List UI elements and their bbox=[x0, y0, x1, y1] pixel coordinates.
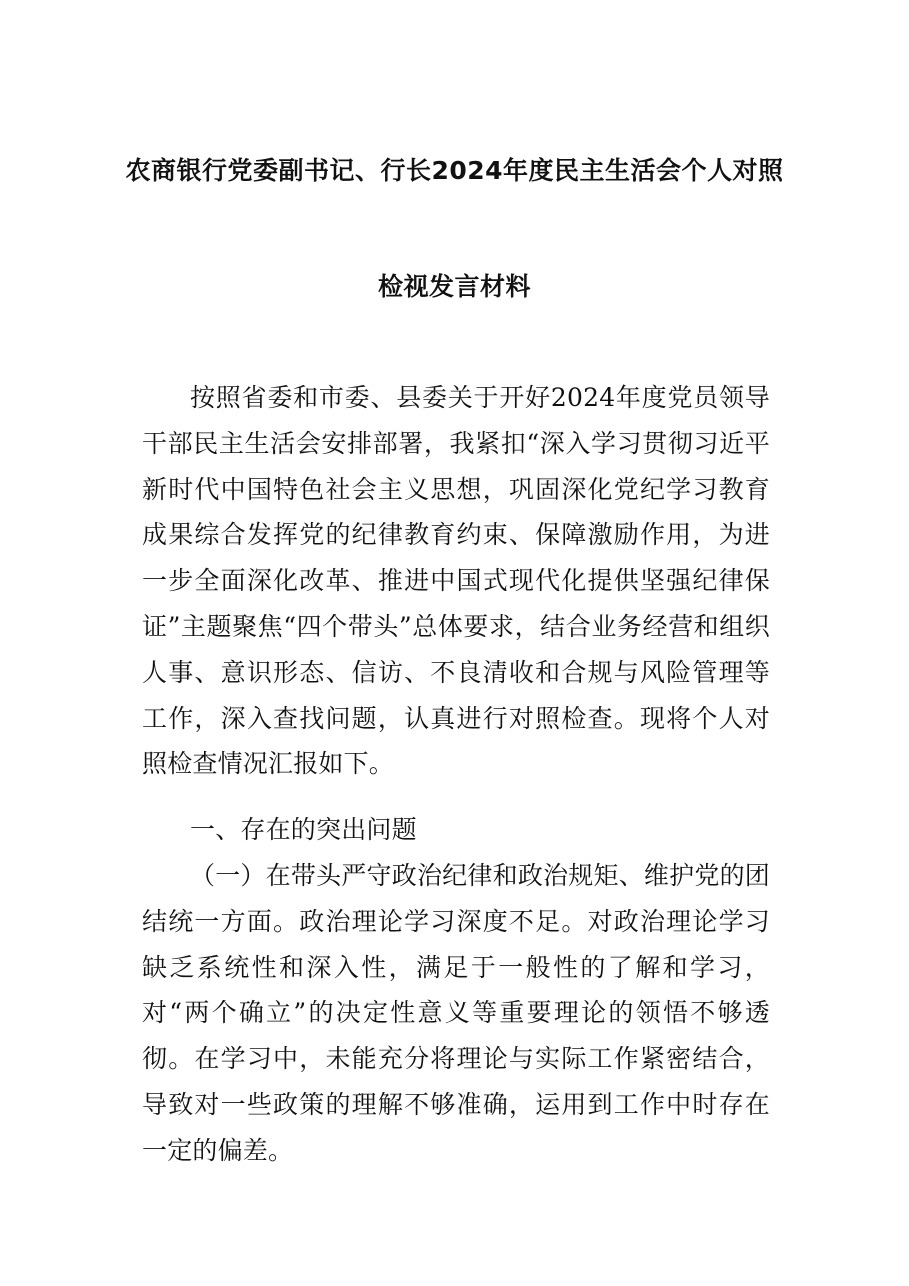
intro-paragraph: 按照省委和市委、县委关于开好2024年度党员领导干部民主生活会安排部署，我紧扣“深入学习贯彻习近平新时代中国特色社会主义思想，巩固深化党纪学习教育成果综合发挥党的纪律教育约束、保障激励作用，为进一步全面深化改革、推进中国式现代化提供坚强纪律保证”主题聚焦“四个带头”总体要求，结合业务经营和组织人事、意识形态、信访、不良清收和合规与风险管理等工作，深入查找问题，认真进行对照检查。现将个人对照检查情况汇报如下。 bbox=[142, 383, 770, 779]
document-title-line-1: 农商银行党委副书记、行长2024年度民主生活会个人对照 bbox=[125, 156, 784, 185]
document-title-line-2: 检视发言材料 bbox=[377, 272, 531, 301]
section-heading: 一、存在的突出问题 bbox=[190, 815, 417, 844]
subsection-paragraph: （一）在带头严守政治纪律和政治规矩、维护党的团结统一方面。政治理论学习深度不足。对政治理论学习缺乏系统性和深入性，满足于一般性的了解和学习，对“两个确立”的决定性意义等重要理论的领悟不够透彻。在学习中，未能充分将理论与实际工作紧密结合，导致对一些政策的理解不够准确，运用到工作中时存在一定的偏差。 bbox=[142, 861, 770, 1165]
